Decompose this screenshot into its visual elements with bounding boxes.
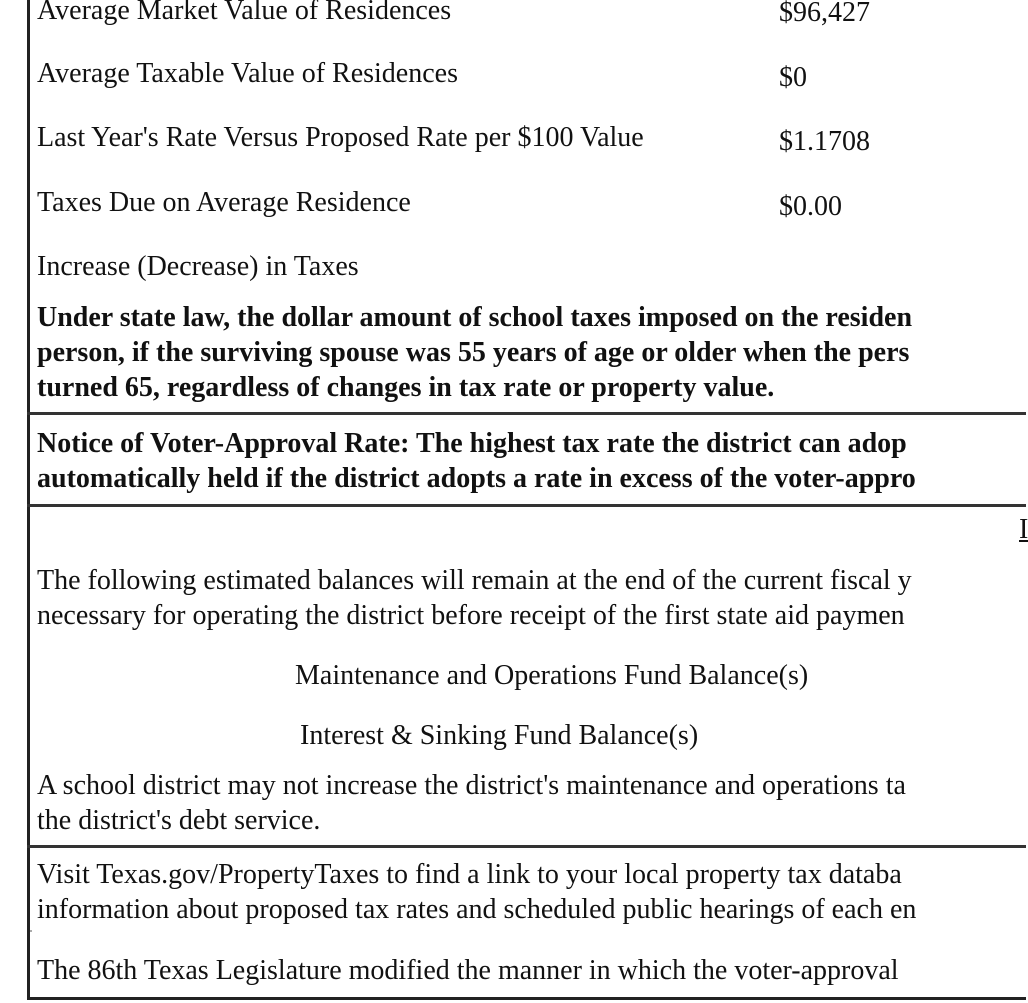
mo-fund-balance-label: Maintenance and Operations Fund Balance(s): [295, 660, 809, 691]
fund-balance-intro-line-1: The following estimated balances will remain at the end of the current fiscal y: [37, 565, 912, 596]
row-value-rate-comparison: $1.1708: [779, 126, 870, 157]
state-law-notice-line-3: turned 65, regardless of changes in tax rate or property value.: [37, 372, 775, 403]
row-label-increase-decrease: Increase (Decrease) in Taxes: [37, 251, 359, 282]
bottom-border: [27, 997, 1026, 1000]
row-value-average-taxable-value: $0: [779, 62, 807, 93]
state-law-notice-line-1: Under state law, the dollar amount of school taxes imposed on the residen: [37, 302, 913, 333]
row-label-average-taxable-value: Average Taxable Value of Residences: [37, 58, 458, 89]
fund-restriction-line-2: the district's debt service.: [37, 805, 321, 836]
voter-approval-notice-line-1: Notice of Voter-Approval Rate: The highest tax rate the district can adop: [37, 428, 907, 459]
divider: [27, 412, 1026, 415]
fund-restriction-line-1: A school district may not increase the district's maintenance and operations ta: [37, 770, 906, 801]
state-law-notice-line-2: person, if the surviving spouse was 55 years of age or older when the pers: [37, 337, 910, 368]
fund-balance-heading: I: [1019, 514, 1028, 545]
legislature-line: The 86th Texas Legislature modified the manner in which the voter-approval: [37, 955, 899, 986]
fund-balance-intro-line-2: necessary for operating the district before receipt of the first state aid paymen: [37, 600, 905, 631]
voter-approval-notice-line-2: automatically held if the district adopts a rate in excess of the voter-appro: [37, 463, 916, 494]
row-value-taxes-due: $0.00: [779, 191, 842, 222]
row-value-average-market-value: $96,427: [779, 0, 870, 28]
stray-mark: [30, 930, 32, 932]
row-label-rate-comparison: Last Year's Rate Versus Proposed Rate per $100 Value: [37, 122, 644, 153]
row-label-taxes-due: Taxes Due on Average Residence: [37, 187, 411, 218]
is-fund-balance-label: Interest & Sinking Fund Balance(s): [300, 720, 699, 751]
divider: [27, 845, 1026, 848]
visit-texas-line-2: information about proposed tax rates and scheduled public hearings of each en: [37, 894, 917, 925]
left-border: [27, 0, 30, 1000]
visit-texas-line-1: Visit Texas.gov/PropertyTaxes to find a link to your local property tax databa: [37, 859, 902, 890]
divider: [27, 504, 1026, 507]
row-label-average-market-value: Average Market Value of Residences: [37, 0, 452, 26]
